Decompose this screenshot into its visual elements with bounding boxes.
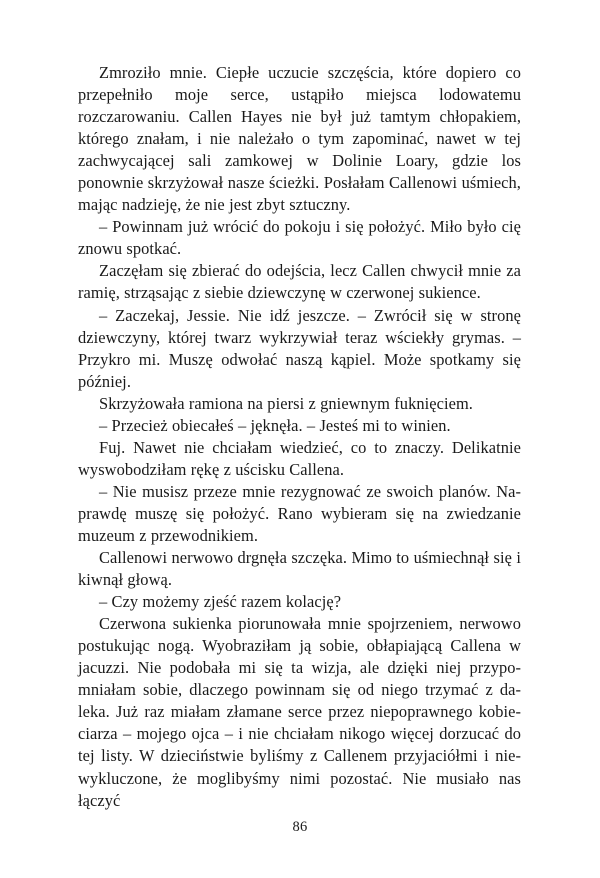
paragraph: Fuj. Nawet nie chciałam wiedzieć, co to znaczy. Delikatnie wyswobodziłam rękę z uścisku Callena.	[78, 437, 521, 479]
page-number: 86	[292, 819, 308, 835]
paragraph: Skrzyżowała ramiona na piersi z gniewnym fuknięciem.	[99, 393, 473, 413]
paragraph: – Nie musisz przeze mnie rezygnować ze swoich planów. Naprawdę muszę się położyć. Rano wybieram się na zwiedzanie muzeum z przewodnikiem.	[78, 481, 521, 545]
paragraph: – Zaczekaj, Jessie. Nie idź jeszcze. – Zwrócił się w stronę dziewczyny, której twarz wykrzywiał teraz wściekły grymas. – Przykro mi. Muszę odwołać naszą kąpiel. Może spotkamy się później.	[78, 305, 521, 391]
paragraph: – Przecież obiecałeś – jęknęła. – Jesteś mi to winien.	[99, 415, 451, 435]
paragraph: Zmroziło mnie. Ciepłe uczucie szczęścia, które dopiero co przepełniło moje serce, ustąpiło miejsca lodowatemu rozczarowaniu. Callen Hayes nie był już tamtym chłopakiem, którego znałam, i nie należało o tym zapominać, nawet w tej zachwycającej sali zamkowej w Dolinie Loary, gdzie los ponownie skrzyżował nasze ścieżki. Posłałam Callenowi uśmiech, mając nadzieję, że nie jest zbyt sztuczny.	[78, 63, 521, 215]
page-text-block	[78, 62, 521, 812]
paragraph: Callenowi nerwowo drgnęła szczęka. Mimo to uśmiechnął się i kiwnął głową.	[78, 548, 521, 590]
paragraph: – Czy możemy zjeść razem kolację?	[99, 592, 342, 612]
paragraph: Zaczęłam się zbierać do odejścia, lecz Callen chwycił mnie za ramię, strząsając z siebie dziewczynę w czerwonej sukience.	[78, 261, 521, 303]
paragraph: – Powinnam już wrócić do pokoju i się położyć. Miło było cię znowu spotkać.	[78, 217, 521, 259]
paragraph: Czerwona sukienka piorunowała mnie spojrzeniem, nerwowo postukując nogą. Wyobraziłam ją sobie, obłapiającą Callena w jacuzzi. Nie podobała mi się ta wizja, ale dzięki niej przypomniałam sobie, dlaczego powinnam się od niego trzymać z daleka. Już raz miałam złamane serce przez niepoprawnego kobieciarza – mojego ojca – i nie chciałam nikogo więcej dorzucać do tej listy. W dzieciństwie byliśmy z Callenem przyjaciółmi i niewykluczone, że moglibyśmy nimi pozostać. Nie musiało nas łączyć	[78, 614, 521, 810]
